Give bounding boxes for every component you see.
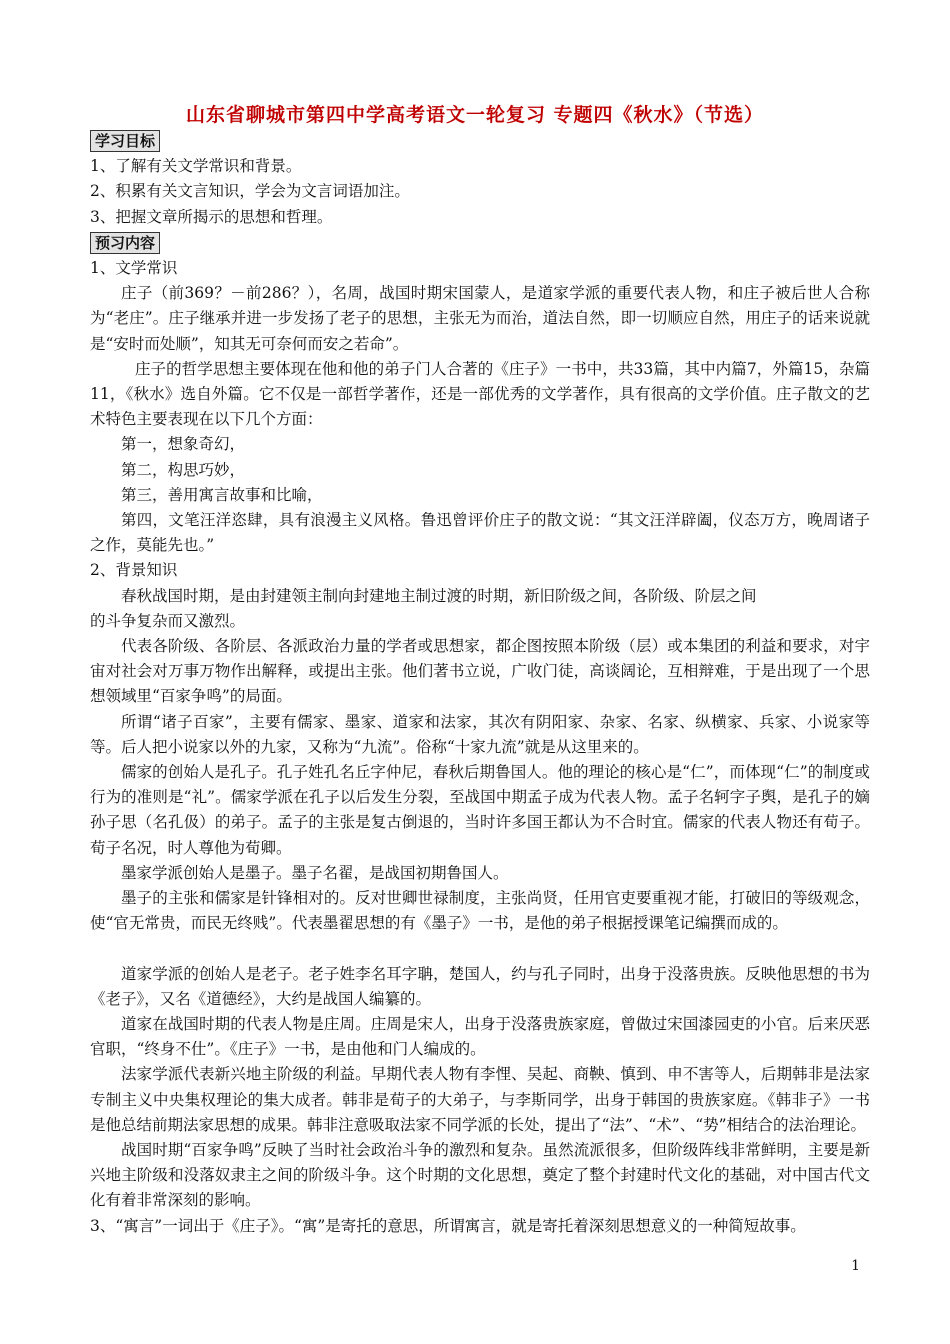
section-heading-preview [90,230,870,256]
document-body [90,128,870,1239]
paragraph: 法家学派代表新兴地主阶级的利益。早期代表人物有李悝、吴起、商鞅、慎到、申不害等人，后期韩非是法家专制主义中央集权理论的集大成者。韩非是荀子的大弟子，与李斯同学，出身于韩国的贵族家庭。《韩非子》一书是他总结前期法家思想的成果。韩非注意吸取法家不同学派的长处，提出了“法”、“术”、“势”相结合的法治理论。 [90,1065,870,1134]
paragraph: 所谓“诸子百家”，主要有儒家、墨家、道家和法家，其次有阴阳家、杂家、名家、纵横家、兵家、小说家等等。后人把小说家以外的九家，又称为“九流”。俗称“十家九流”就是从这里来的。 [90,712,870,756]
blank-line [90,937,870,962]
subheading-background: 2、背景知识 [90,561,178,580]
subheading-fable: 3、“寓言”一词出于《庄子》。“寓”是寄托的意思，所谓寓言，就是寄托着深刻思想意义的一种简短故事。 [90,1216,806,1235]
paragraph: 儒家的创始人是孔子。孔子姓孔名丘字仲尼，春秋后期鲁国人。他的理论的核心是“仁”，而体现“仁”的制度或行为的准则是“礼”。儒家学派在孔子以后发生分裂，至战国中期孟子成为代表人物。孟子名轲字子舆，是孔子的嫡孙子思（名孔伋）的弟子。孟子的主张是复古倒退的，当时许多国王都认为不合时宜。儒家的代表人物还有荀子。荀子名况，时人尊他为荀卿。 [90,763,870,857]
paragraph: 庄子（前369？－前286？），名周，战国时期宋国蒙人，是道家学派的重要代表人物，和庄子被后世人合称为“老庄”。庄子继承并进一步发扬了老子的思想，主张无为而治，道法自然，即一切顺应自然，用庄子的话来说就是“安时而处顺”，知其无可奈何而安之若命”。 [90,284,870,353]
paragraph: 春秋战国时期，是由封建领主制向封建地主制过渡的时期，新旧阶级之间，各阶级、阶层之间 [121,586,757,605]
feature-item-1: 第一，想象奇幻， [121,435,246,454]
goal-item-2: 2、积累有关文言知识，学会为文言词语加注。 [90,182,410,201]
document-title: 山东省聊城市第四中学高考语文一轮复习 专题四《秋水》（节选） [185,104,765,126]
feature-item-2: 第二，构思巧妙， [121,460,246,479]
subheading-literature: 1、文学常识 [90,259,178,278]
paragraph: 道家学派的创始人是老子。老子姓李名耳字聃，楚国人，约与孔子同时，出身于没落贵族。反映他思想的书为《老子》，又名《道德经》，大约是战国人编纂的。 [90,964,870,1008]
heading-label: 预习内容 [90,232,160,254]
paragraph: 道家在战国时期的代表人物是庄周。庄周是宋人，出身于没落贵族家庭，曾做过宋国漆园吏的小官。后来厌恶官职，“终身不仕”。《庄子》一书，是由他和门人编成的。 [90,1014,870,1059]
goal-item-3: 3、把握文章所揭示的思想和哲理。 [90,207,333,226]
paragraph: 墨子的主张和儒家是针锋相对的。反对世卿世禄制度，主张尚贤，任用官吏要重视才能，打破旧的等级观念，使“官无常贵，而民无终贱”。代表墨翟思想的有《墨子》一书，是他的弟子根据授课笔记编撰而成的。 [90,889,870,933]
feature-item-3: 第三，善用寓言故事和比喻， [121,485,323,504]
heading-label: 学习目标 [90,130,160,152]
paragraph: 墨家学派创始人是墨子。墨子名翟，是战国初期鲁国人。 [121,863,509,882]
paragraph: 代表各阶级、各阶层、各派政治力量的学者或思想家，都企图按照本阶级（层）或本集团的利益和要求，对宇宙对社会对万事万物作出解释，或提出主张。他们著书立说，广收门徒，高谈阔论，互相辩难，于是出现了一个思想领域里“百家争鸣”的局面。 [90,637,870,706]
section-heading-goals [90,128,870,154]
paragraph: 庄子的哲学思想主要体现在他和他的弟子门人合著的《庄子》一书中，共33篇，其中内篇7，外篇15，杂篇11，《秋水》选自外篇。它不仅是一部哲学著作，还是一部优秀的文学著作，具有很高的文学价值。庄子散文的艺术特色主要表现在以下几个方面： [90,359,870,429]
paragraph: 战国时期“百家争鸣”反映了当时社会政治斗争的激烈和复杂。虽然流派很多，但阶级阵线非常鲜明，主要是新兴地主阶级和没落奴隶主之间的阶级斗争。这个时期的文化思想，奠定了整个封建时代文化的基础，对中国古代文化有着非常深刻的影响。 [90,1140,870,1210]
paragraph-continuation: 的斗争复杂而又激烈。 [90,611,246,630]
page-number: 1 [851,1258,860,1274]
feature-item-4: 第四，文笔汪洋恣肆，具有浪漫主义风格。鲁迅曾评价庄子的散文说：“其文汪洋辟阖，仪态万方，晚周诸子之作，莫能先也。” [90,511,870,555]
goal-item-1: 1、了解有关文学常识和背景。 [90,157,302,176]
